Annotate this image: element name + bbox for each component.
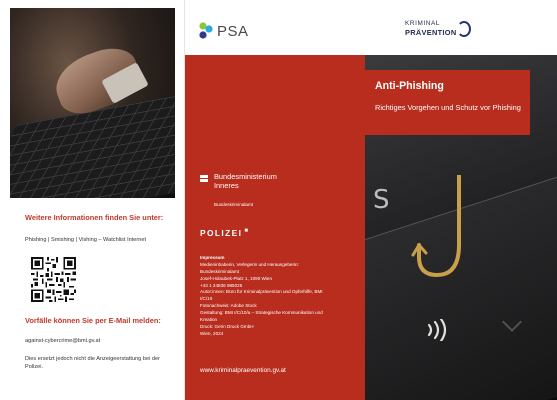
impressum-line: Kreation <box>200 317 218 323</box>
impressum-line: Wien, 2024 <box>200 330 224 336</box>
left-panel <box>0 0 185 400</box>
info-title: Weitere Informationen finden Sie unter: <box>25 213 164 222</box>
impressum-line: I/C/10 <box>200 296 213 302</box>
report-note: Dies ersetzt jedoch nicht die Anzeigeerstattung bei der Polizei. <box>25 356 160 371</box>
ministry-line1: Bundesministerium <box>214 172 277 181</box>
laptop-photo <box>10 8 175 198</box>
polizei-flag-icon: ■ <box>244 228 250 234</box>
red-imprint-panel <box>185 55 365 400</box>
cover-title: Anti-Phishing <box>375 80 444 92</box>
report-email-link[interactable]: against-cybercrime@bmi.gv.at <box>25 338 101 344</box>
impressum-line: Josef-Holaubek-Platz 1, 1090 Wien <box>200 275 273 281</box>
cover-title-box <box>365 70 530 135</box>
psa-logo-text: PSA <box>217 23 249 40</box>
kriminalpraevention-logo <box>405 20 456 37</box>
contactless-icon <box>423 319 459 341</box>
impressum-line: Druck: Gerin Druck GmbH <box>200 323 254 329</box>
polizei-logo <box>200 228 249 238</box>
impressum-block <box>200 255 360 338</box>
ministry-title <box>214 173 277 191</box>
psa-logo-icon <box>199 22 213 40</box>
impressum-line: Medieninhaberin, Verlegerin und Herausgeberin: <box>200 261 299 267</box>
kp-logo-line1: KRIMINAL <box>405 20 440 27</box>
impressum-line: Gestaltung: BMI I/C/10/a – Strategische Kommunikation und <box>200 310 323 316</box>
psa-logo-area <box>185 0 365 55</box>
kriminalpraevention-logo-area <box>365 0 557 55</box>
qr-code[interactable] <box>31 257 76 302</box>
impressum-line: Bundeskriminalamt <box>200 268 240 274</box>
categories-line[interactable]: Phishing | Smishing | Vishing – Watchlist Internet <box>25 237 147 243</box>
impressum-heading: Impressum <box>200 255 225 260</box>
card-glyph-icon: S <box>373 185 390 215</box>
ministry-subtitle: Bundeskriminalamt <box>214 202 254 207</box>
austria-flag-icon <box>200 175 208 185</box>
fishing-hook-icon <box>407 175 477 305</box>
impressum-line: Fotonachweis: Adobe Stock <box>200 303 257 309</box>
impressum-line: Autor:innen: Büro für Kriminalprävention und Opferhilfe, BMI <box>200 289 323 295</box>
impressum-line: +43 1 24836 985025 <box>200 282 243 288</box>
qr-code-icon <box>31 257 76 302</box>
kp-logo-line2: PRÄVENTION <box>405 28 457 37</box>
kp-ring-icon <box>457 21 471 37</box>
cover-subtitle: Richtiges Vorgehen und Schutz vor Phishing <box>375 103 521 112</box>
website-link[interactable]: www.kriminalpraevention.gv.at <box>200 367 286 374</box>
ministry-line2: Inneres <box>214 180 239 190</box>
polizei-text: POLIZEI <box>200 228 243 238</box>
report-title: Vorfälle können Sie per E-Mail melden: <box>25 316 161 325</box>
